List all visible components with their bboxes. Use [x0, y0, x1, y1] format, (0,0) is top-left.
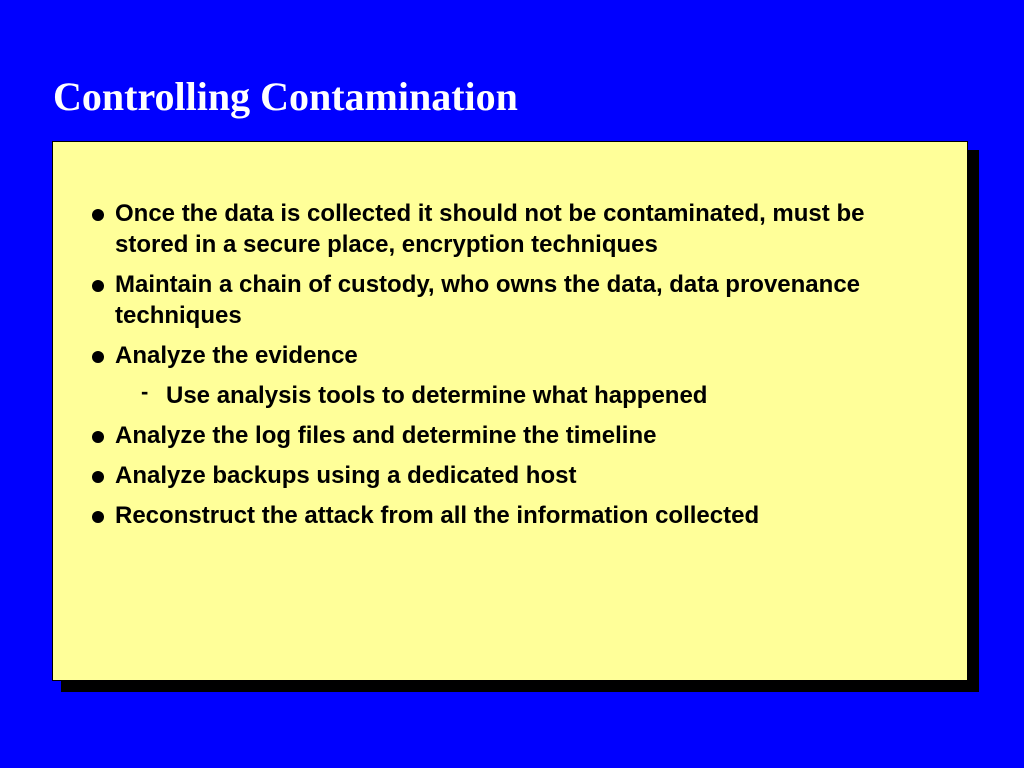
bullet-dot-icon	[92, 280, 104, 292]
bullet-dot-icon	[92, 471, 104, 483]
bullet-dot-icon	[92, 511, 104, 523]
bullet-text: Reconstruct the attack from all the information collected	[115, 502, 760, 529]
content-panel	[52, 141, 968, 681]
bullet-text: Maintain a chain of custody, who owns the data, data provenance techniques	[115, 271, 861, 329]
bullet-dot-icon	[92, 209, 104, 221]
bullet-item	[89, 420, 929, 451]
bullet-item	[89, 460, 929, 491]
bullet-dot-icon	[92, 351, 104, 363]
bullet-item	[89, 340, 929, 371]
bullet-list	[89, 198, 929, 540]
dash-icon: -	[141, 379, 149, 404]
bullet-item	[89, 198, 929, 260]
sub-bullet-item	[89, 380, 929, 411]
bullet-item	[89, 500, 929, 531]
bullet-text: Analyze the evidence	[115, 342, 358, 369]
slide-title: Controlling Contamination	[53, 74, 518, 119]
bullet-item	[89, 269, 929, 331]
bullet-text: Analyze backups using a dedicated host	[115, 462, 577, 489]
bullet-dot-icon	[92, 431, 104, 443]
bullet-text: Analyze the log files and determine the timeline	[115, 422, 657, 449]
sub-bullet-text: Use analysis tools to determine what happened	[166, 382, 708, 409]
bullet-text: Once the data is collected it should not be contaminated, must be stored in a secure place, encryption techniques	[115, 200, 865, 258]
